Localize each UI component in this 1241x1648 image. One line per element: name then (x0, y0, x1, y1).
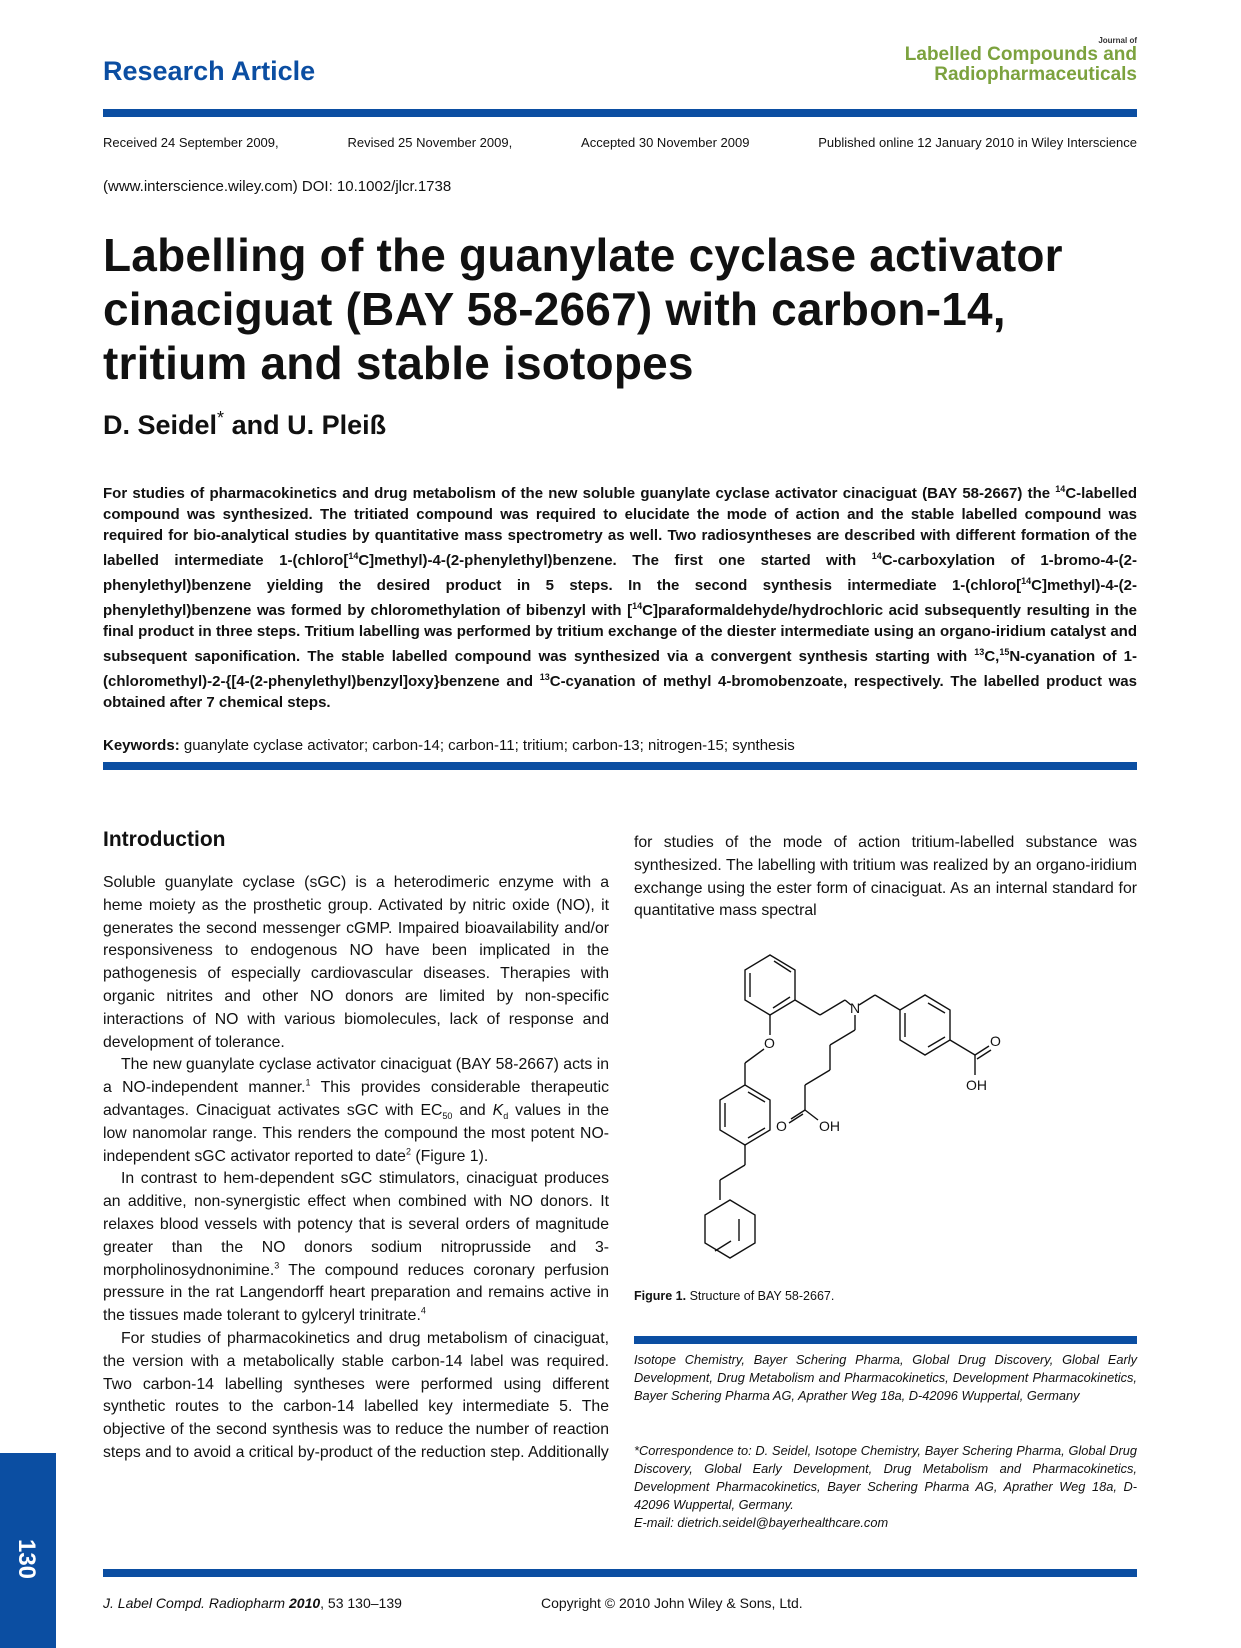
article-title (103, 228, 1133, 390)
published-date: Published online 12 January 2010 in Wiley Interscience (818, 135, 1137, 150)
page-number-tab (0, 1453, 56, 1648)
affiliation: Isotope Chemistry, Bayer Schering Pharma, Global Drug Discovery, Global Early Development, Drug Metabolism and Pharmacokinetics, Development Pharmacokinetics, Bayer Schering Pharma AG, Aprather Weg 18a, D-42096 Wuppertal, Germany (634, 1352, 1137, 1403)
received-date: Received 24 September 2009, (103, 135, 279, 150)
journal-logo-line1: Labelled Compounds and (904, 44, 1137, 65)
publication-dates (103, 135, 1137, 150)
right-column-text (634, 832, 1137, 923)
intro-paragraph-1: Soluble guanylate cyclase (sGC) is a heterodimeric enzyme with a heme moiety as the prosthetic group. Activated by nitric oxide (NO), it generates the second messenger cGMP. Impaired bioavailability and/or responsiveness to endogenous NO have been implicated in the pathogenesis of especially cardiovascular diseases. Therapies with organic nitrites and other NO donors are limited by non-specific interactions of NO with various biomolecules, lack of response and development of tolerance. (103, 874, 609, 1051)
figure-caption-label: Figure 1. (634, 1289, 687, 1303)
header-rule (103, 109, 1137, 117)
intro-paragraph-4: For studies of pharmacokinetics and drug metabolism of cinaciguat, the version with a metabolically stable carbon-14 label was required. Two carbon-14 labelling syntheses were performed using different synthetic routes to the carbon-14 labelled key intermediate 5. The objective of the second synthesis was to reduce the number of reaction steps and to avoid a critical by-product of the reduction step. Additionally (103, 1329, 609, 1461)
correspondence-text: *Correspondence to: D. Seidel, Isotope Chemistry, Bayer Schering Pharma, Global Drug Discovery, Global Early Development, Drug Metabolism and Pharmacokinetics, Development Pharmacokinetics, Bayer Schering Pharma AG, Aprather Weg 18a, D-42096 Wuppertal, Germany. (634, 1443, 1137, 1512)
author-rest: and U. Pleiß (224, 410, 387, 440)
atom-o-ether-label: O (764, 1035, 775, 1051)
footer-citation: J. Label Compd. Radiopharm 2010, 53 130–139 (103, 1595, 402, 1611)
doi-line: (www.interscience.wiley.com) DOI: 10.1002/jlcr.1738 (103, 178, 452, 195)
correspondence-email: E-mail: dietrich.seidel@bayerhealthcare.com (634, 1515, 889, 1530)
keywords (103, 737, 795, 754)
intro-paragraph-continued: for studies of the mode of action tritium-labelled substance was synthesized. The labelling with tritium was realized by an organo-iridium exchange using the ester form of cinaciguat. As an internal standard for quantitative mass spectral (634, 834, 1137, 920)
chemical-structure-figure (700, 945, 1080, 1265)
affiliation-rule (634, 1336, 1137, 1344)
authors (103, 408, 386, 441)
page-number: 130 (13, 1538, 41, 1580)
benzene-ring-d (900, 995, 950, 1055)
title-line-3: tritium and stable isotopes (103, 337, 694, 389)
intro-paragraph-3: In contrast to hem-dependent sGC stimulators, cinaciguat produces an additive, non-synergistic effect when combined with NO donors. It relaxes blood vessels with potency that is several orders of magnitude greater than the NO donors sodium nitroprusside and 3-morpholinosydnonimine.$^3$ The compound reduces coronary perfusion pressure in the rat Langendorff heart preparation and remains active in the tissues made tolerant to gylceryl trinitrate.$^4$ (103, 1170, 609, 1325)
footer-rule (103, 1569, 1137, 1577)
journal-logo-of: Journal of (1098, 36, 1137, 45)
atom-n-label: N (850, 1000, 861, 1016)
correspondence (634, 1442, 1137, 1532)
title-line-2: cinaciguat (BAY 58-2667) with carbon-14, (103, 283, 1006, 335)
benzene-ring-b (720, 1063, 770, 1145)
atom-o-acid1-label: O (990, 1033, 1001, 1049)
keywords-label: Keywords: (103, 737, 180, 754)
benzene-ring-a (745, 955, 795, 1015)
atom-oh-acid2-label: OH (819, 1118, 840, 1134)
intro-paragraph-2: The new guanylate cyclase activator cinaciguat (BAY 58-2667) acts in a NO-independent manner.$^1$ This provides considerable therapeutic advantages. Cinaciguat activates sGC with $EC_{50}$ and $K_d$ values in the low nanomolar range. This renders the compound the most potent NO-independent sGC activator reported to date$^2$ (Figure 1). (103, 1056, 609, 1165)
author-first: D. Seidel (103, 410, 218, 440)
section-heading-introduction: Introduction (103, 828, 226, 851)
journal-logo (905, 36, 1137, 85)
keywords-text: guanylate cyclase activator; carbon-14; carbon-11; tritium; carbon-13; nitrogen-15; synthesis (179, 737, 795, 754)
left-column (103, 872, 609, 1465)
corresponding-star: * (217, 408, 225, 428)
accepted-date: Accepted 30 November 2009 (581, 135, 750, 150)
section-label: Research Article (103, 56, 316, 86)
atom-o-acid2-label: O (776, 1118, 787, 1134)
benzene-ring-c (705, 1200, 755, 1258)
abstract-rule (103, 762, 1137, 770)
figure-caption (634, 1289, 834, 1303)
abstract: For studies of pharmacokinetics and drug metabolism of the new soluble guanylate cyclase activator cinaciguat (BAY 58-2667) the $^{14}$C-labelled compound was synthesized. The tritiated compound was required to elucidate the mode of action and the stable labelled compound was required for bio-analytical studies by quantitative mass spectrometry as well. Two radiosyntheses are described with different formation of the labelled intermediate 1-(chloro[$^{14}$C]methyl)-4-(2-phenylethyl)benzene. The first one started with $^{14}$C-carboxylation of 1-bromo-4-(2-phenylethyl)benzene yielding the desired product in 5 steps. In the second synthesis intermediate 1-(chloro[$^{14}$C]methyl)-4-(2-phenylethyl)benzene was formed by chloromethylation of bibenzyl with [$^{14}$C]paraformaldehyde/hydrochloric acid subsequently resulting in the final product in three steps. Tritium labelling was performed by tritium exchange of the diester intermediate using an organo-iridium catalyst and subsequent saponification. The stable labelled compound was synthesized via a convergent synthesis starting with $^{13}$C,$^{15}$N-cyanation of 1-(chloromethyl)-2-{[4-(2-phenylethyl)benzyl]oxy}benzene and $^{13}$C-cyanation of methyl 4-bromobenzoate, respectively. The labelled product was obtained after 7 chemical steps. (103, 484, 1138, 711)
figure-caption-text: Structure of BAY 58-2667. (686, 1289, 835, 1303)
title-line-1: Labelling of the guanylate cyclase activator (103, 229, 1063, 281)
journal-logo-line2: Radiopharmaceuticals (934, 64, 1137, 85)
footer-copyright: Copyright © 2010 John Wiley & Sons, Ltd. (541, 1595, 803, 1611)
atom-oh-acid1-label: OH (966, 1077, 987, 1093)
revised-date: Revised 25 November 2009, (347, 135, 513, 150)
